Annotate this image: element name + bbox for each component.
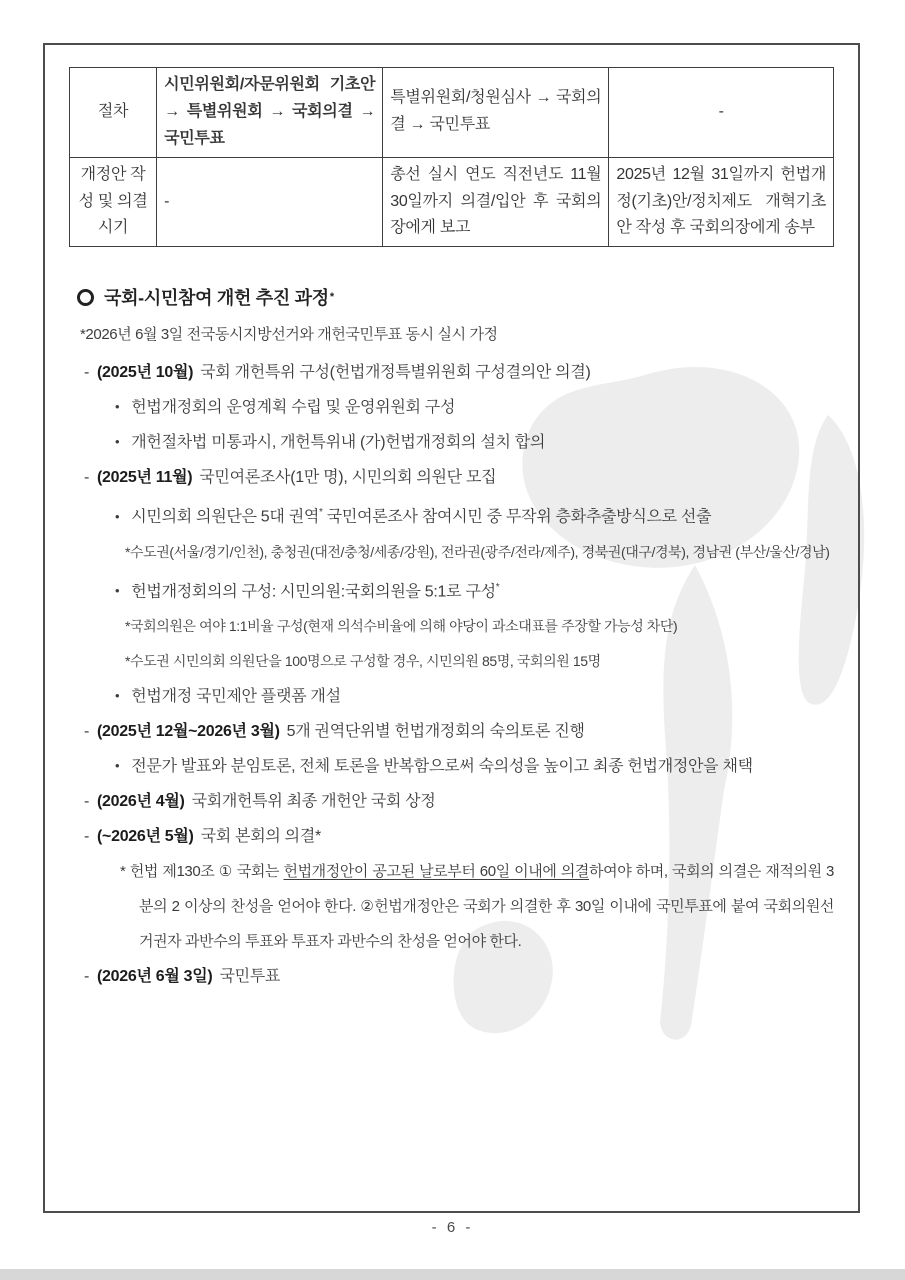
date-label: (2025년 11월) — [97, 469, 193, 487]
date-label: (2026년 4월) — [97, 792, 185, 810]
dash-marker: - — [84, 967, 90, 985]
item-text: 개헌절차법 미통과시, 개헌특위내 (가)헌법개정회의 설치 합의 — [131, 434, 546, 452]
bullet-marker: • — [115, 508, 120, 524]
page-border — [43, 43, 860, 1213]
table-header-row — [70, 68, 834, 158]
dash-marker: - — [84, 364, 90, 382]
table-cell-empty: - — [609, 68, 834, 158]
footnote-mark: * — [495, 581, 500, 593]
bullet-marker: • — [115, 687, 120, 703]
bullet-marker: • — [115, 582, 120, 598]
dash-marker: - — [84, 469, 90, 487]
table-cell-timing-label: 개정안 작성 및 의결 시기 — [70, 157, 157, 247]
dash-marker: - — [84, 792, 90, 810]
list-item — [69, 784, 834, 819]
law-text: * 헌법 제130조 ① 국회는 — [120, 862, 284, 880]
table-cell-timing-empty: - — [157, 157, 383, 247]
table-cell-timing-2025: 2025년 12월 31일까지 헌법개정(기초)안/정치제도 개혁기초안 작성 후 국회의장에게 송부 — [609, 157, 834, 247]
date-label: (2025년 10월) — [97, 364, 194, 382]
item-text: 국회 개헌특위 구성(헌법개정특별위원회 구성결의안 의결) — [200, 364, 591, 382]
dash-marker: - — [84, 827, 90, 845]
item-text: 헌법개정회의의 구성: 시민의원:국회의원을 5:1로 구성 — [131, 582, 496, 600]
procedure-comparison-table — [69, 67, 834, 247]
section-title: 국회-시민참여 개헌 추진 과정 — [104, 288, 329, 309]
item-text: 헌법개정회의 운영계획 수립 및 운영위원회 구성 — [131, 399, 456, 417]
assumption-note: *2026년 6월 3일 전국동시지방선거와 개헌국민투표 동시 실시 가정 — [80, 326, 498, 344]
list-item — [69, 959, 834, 994]
bullet-marker: • — [115, 757, 120, 773]
item-text: 5개 권역단위별 헌법개정회의 숙의토론 진행 — [286, 722, 585, 740]
law-text: 하여야 하며, 국회의 의결은 재적의원 3분의 2 이상의 찬성을 얻어야 한다. ②헌법개정안은 국회가 의결한 후 30일 이내에 국민투표에 붙여 국회의원선거권자 과반수의 투표와 투표자 과반수의 찬성을 얻어야 한다. — [139, 862, 835, 950]
date-label: (~2026년 5월) — [97, 827, 194, 845]
list-item — [69, 425, 834, 460]
section-title-footnote-mark: * — [329, 291, 334, 304]
list-item — [69, 390, 834, 425]
constitution-article-note — [69, 854, 834, 959]
item-text: 전문가 발표와 분임토론, 전체 토론을 반복함으로써 숙의성을 높이고 최종 헌법개정안을 채택 — [131, 757, 753, 775]
list-item — [69, 570, 834, 609]
list-item — [69, 495, 834, 534]
item-text: 국회 본회의 의결* — [200, 827, 321, 845]
footnote-regions: *수도권(서울/경기/인천), 충청권(대전/충청/세종/강원), 전라권(광주/전라/제주), 경북권(대구/경북), 경남권 (부산/울산/경남) — [125, 543, 830, 560]
item-text: 국민여론조사 참여시민 중 무작위 층화추출방식으로 선출 — [322, 508, 712, 526]
date-label: (2025년 12월~2026년 3월) — [97, 722, 280, 740]
table-cell-special-committee-procedure: 특별위원회/청원심사 → 국회의결 → 국민투표 — [383, 68, 609, 158]
footnote-ratio: *국회의원은 여야 1:1비율 구성(현재 의석수비율에 의해 야당이 과소대표를 주장할 가능성 차단) — [125, 617, 678, 634]
item-text: 헌법개정 국민제안 플랫폼 개설 — [131, 687, 341, 705]
page-number: - 6 - — [431, 1219, 474, 1236]
item-text: 국회개헌특위 최종 개헌안 국회 상정 — [191, 792, 436, 810]
footnote-mark: * — [319, 507, 323, 519]
dash-marker: - — [84, 722, 90, 740]
footnote-membership: *수도권 시민의회 의원단을 100명으로 구성할 경우, 시민의원 85명, 국회의원 15명 — [125, 652, 601, 669]
item-text: 시민의회 의원단은 5대 권역 — [131, 508, 320, 526]
scan-edge — [0, 1269, 905, 1280]
bullet-marker: • — [115, 399, 120, 415]
list-item — [69, 355, 834, 390]
list-item — [69, 819, 834, 854]
list-item — [69, 460, 834, 495]
item-text: 국민투표 — [219, 967, 281, 985]
table-cell-procedure-label: 절차 — [70, 68, 157, 158]
law-underlined-text: 헌법개정안이 공고된 날로부터 60일 이내에 의결 — [283, 862, 590, 880]
list-item — [69, 679, 834, 714]
bullet-marker: • — [115, 434, 120, 450]
list-item — [69, 749, 834, 784]
timeline-list — [69, 355, 834, 994]
item-text: 국민여론조사(1만 명), 시민의회 의원단 모집 — [199, 469, 497, 487]
date-label: (2026년 6월 3일) — [97, 967, 213, 985]
list-item — [69, 714, 834, 749]
table-row — [70, 157, 834, 247]
section-heading — [69, 284, 834, 310]
table-cell-timing-special: 총선 실시 연도 직전년도 11월 30일까지 의결/입안 후 국회의장에게 보고 — [383, 157, 609, 247]
circle-bullet-icon — [77, 289, 94, 306]
table-cell-citizen-committee-procedure: 시민위원회/자문위원회 기초안 → 특별위원회 → 국회의결 → 국민투표 — [157, 68, 383, 158]
